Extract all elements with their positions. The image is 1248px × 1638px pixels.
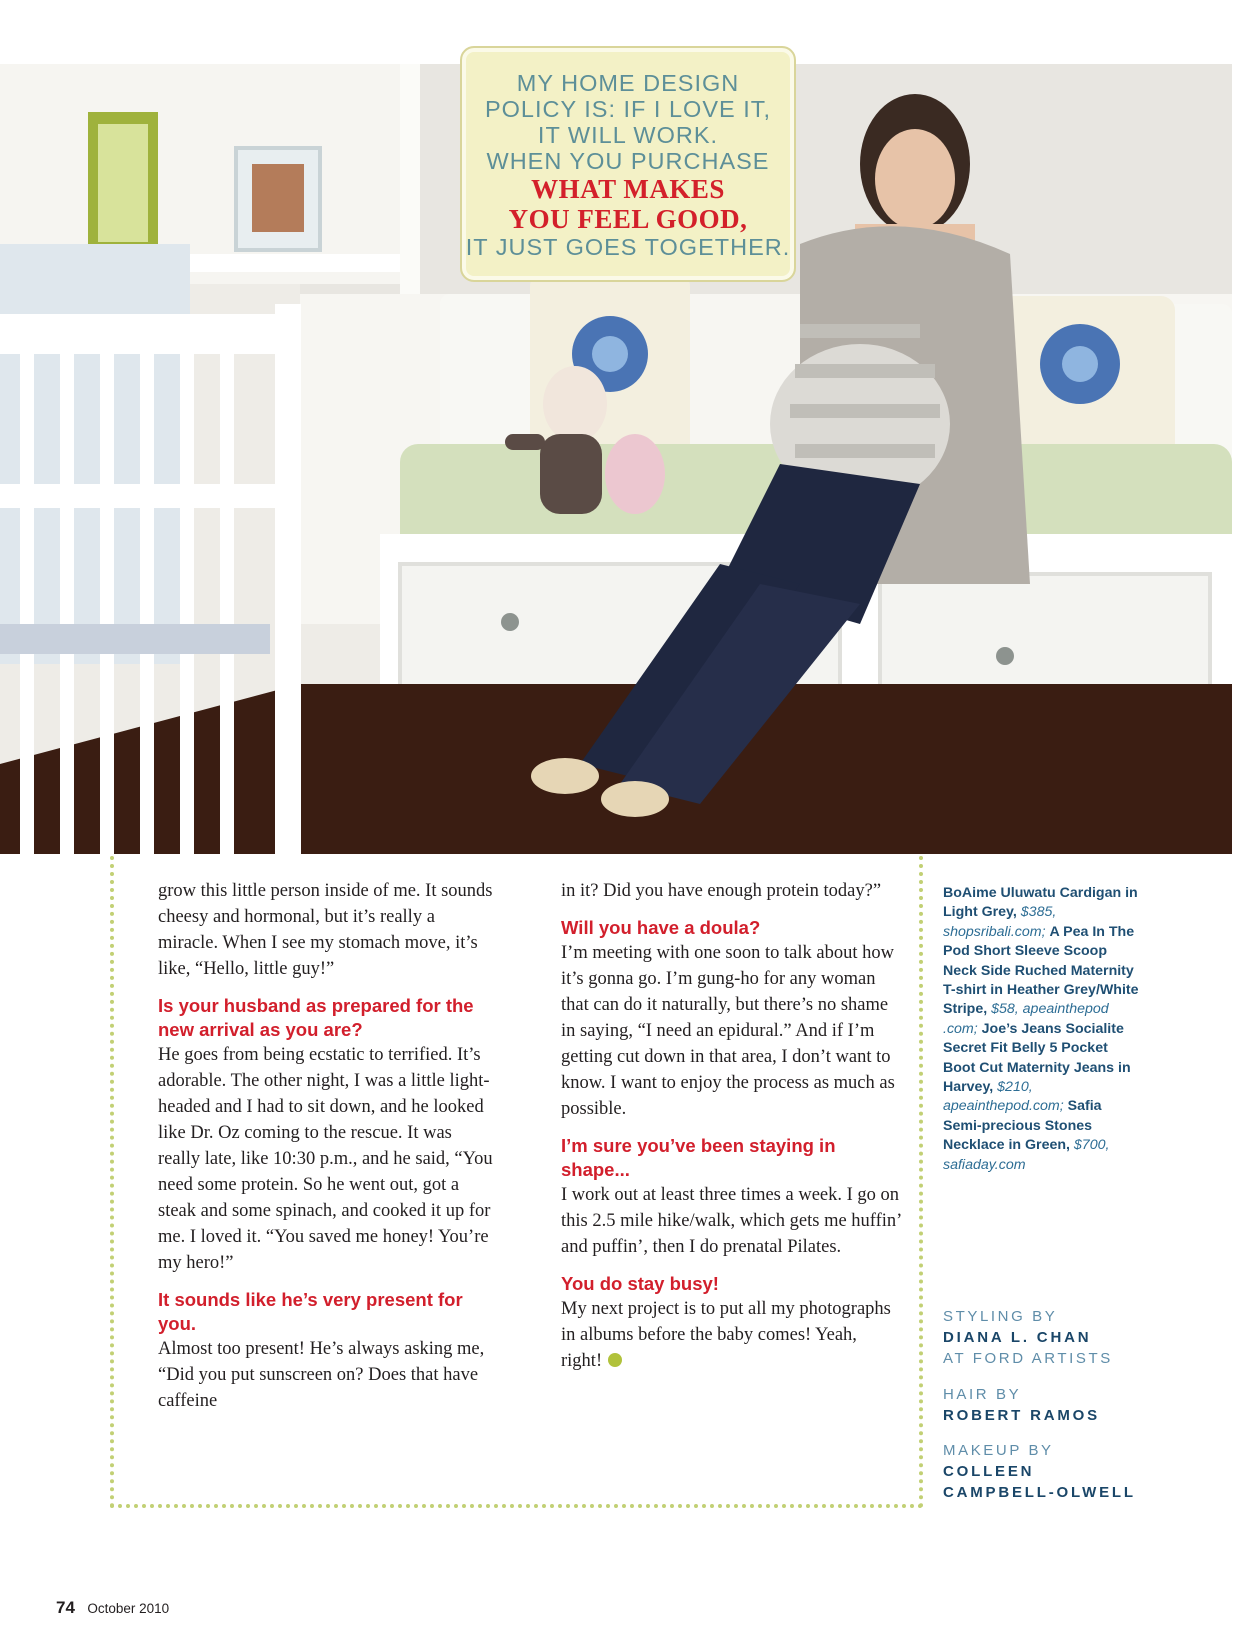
quote-line: POLICY IS: IF I LOVE IT, — [484, 96, 772, 122]
article-column-2 — [561, 878, 901, 1374]
styling-name: DIANA L. CHAN — [943, 1329, 1092, 1346]
page-footer — [56, 1598, 169, 1618]
styling-credit — [943, 1306, 1163, 1369]
quote-emphasis: WHAT MAKES — [531, 174, 725, 204]
quote-line: MY HOME DESIGN — [516, 70, 740, 96]
hair-credit — [943, 1384, 1163, 1426]
paragraph — [561, 1296, 901, 1374]
quote-line: IT WILL WORK. — [537, 122, 719, 148]
wardrobe-credits — [943, 884, 1143, 1175]
page-number: 74 — [56, 1598, 75, 1617]
paragraph: in it? Did you have enough protein today?” — [561, 881, 882, 901]
interview-question: You do stay busy! — [561, 1273, 719, 1294]
makeup-name: CAMPBELL-OLWELL — [943, 1484, 1136, 1501]
paragraph: He goes from being ecstatic to terrified. It’s adorable. The other night, I was a little light-headed and I had to sit down, and he looked like Dr. Oz coming to the rescue. It was really late, like 10:30 p.m., and he said, “You need some protein. So he went out, got a steak and some spinach, and cooked it up for me. I loved it. “You saved me honey! You’re my hero!” — [158, 1045, 493, 1273]
quote-line: WHEN YOU PURCHASE — [486, 148, 770, 174]
pull-quote — [460, 46, 796, 282]
end-mark-icon — [608, 1353, 622, 1367]
quote-line: IT JUST GOES TOGETHER. — [465, 234, 791, 260]
hair-role: HAIR BY — [943, 1386, 1022, 1403]
quote-emphasis: YOU FEEL GOOD, — [508, 204, 748, 234]
paragraph-text: My next project is to put all my photographs in albums before the baby comes! Yeah, right! — [561, 1299, 891, 1371]
interview-question: Is your husband as prepared for the new arrival as you are? — [158, 995, 474, 1040]
paragraph: I’m meeting with one soon to talk about how it’s gonna go. I’m gung-ho for any woman that can do it naturally, but there’s no shame in saying, “I need an epidural.” And if I’m getting cut down in that area, I don’t want to know. I want to enjoy the process as much as possible. — [561, 943, 895, 1119]
credit-item-price: $385, shopsribali.com; — [943, 904, 1057, 940]
makeup-credit — [943, 1440, 1163, 1503]
makeup-role: MAKEUP BY — [943, 1442, 1054, 1459]
styling-role: STYLING BY — [943, 1308, 1058, 1325]
makeup-name: COLLEEN — [943, 1463, 1035, 1480]
interview-question: Will you have a doula? — [561, 917, 761, 938]
interview-question: I’m sure you’ve been staying in shape... — [561, 1135, 836, 1180]
paragraph: Almost too present! He’s always asking me, “Did you put sunscreen on? Does that have caffeine — [158, 1339, 485, 1411]
article-body — [110, 856, 923, 1508]
credit-item-name: A Pea In The Pod Short Sleeve Scoop Neck Side Ruched Maternity T-shirt in Heather Grey/White Stripe, — [943, 923, 1139, 1018]
issue-date: October 2010 — [87, 1601, 170, 1616]
styling-agency: AT FORD ARTISTS — [943, 1350, 1113, 1367]
hair-name: ROBERT RAMOS — [943, 1407, 1100, 1424]
credit-item-name: Safia Semi-precious Stones Necklace in Green, — [943, 1098, 1102, 1154]
credit-item-price: $58, apeainthepod .com; — [943, 1001, 1109, 1037]
article-column-1 — [158, 878, 498, 1414]
interview-question: It sounds like he’s very present for you. — [158, 1289, 463, 1334]
credit-item-name: BoAime Uluwatu Cardigan in Light Grey, — [943, 885, 1138, 921]
paragraph: grow this little person inside of me. It sounds cheesy and hormonal, but it’s really a miracle. When I see my stomach move, it’s like, “Hello, little guy!” — [158, 881, 493, 979]
credit-item-price: $210, apeainthepod.com; — [943, 1079, 1064, 1115]
paragraph: I work out at least three times a week. I go on this 2.5 mile hike/walk, which gets me huffin’ and puffin’, then I do prenatal Pilates. — [561, 1185, 901, 1257]
credit-item-price: $700, safiaday.com — [943, 1137, 1110, 1173]
credit-item-name: Joe’s Jeans Socialite Secret Fit Belly 5 Pocket Boot Cut Maternity Jeans in Harvey, — [943, 1020, 1131, 1096]
